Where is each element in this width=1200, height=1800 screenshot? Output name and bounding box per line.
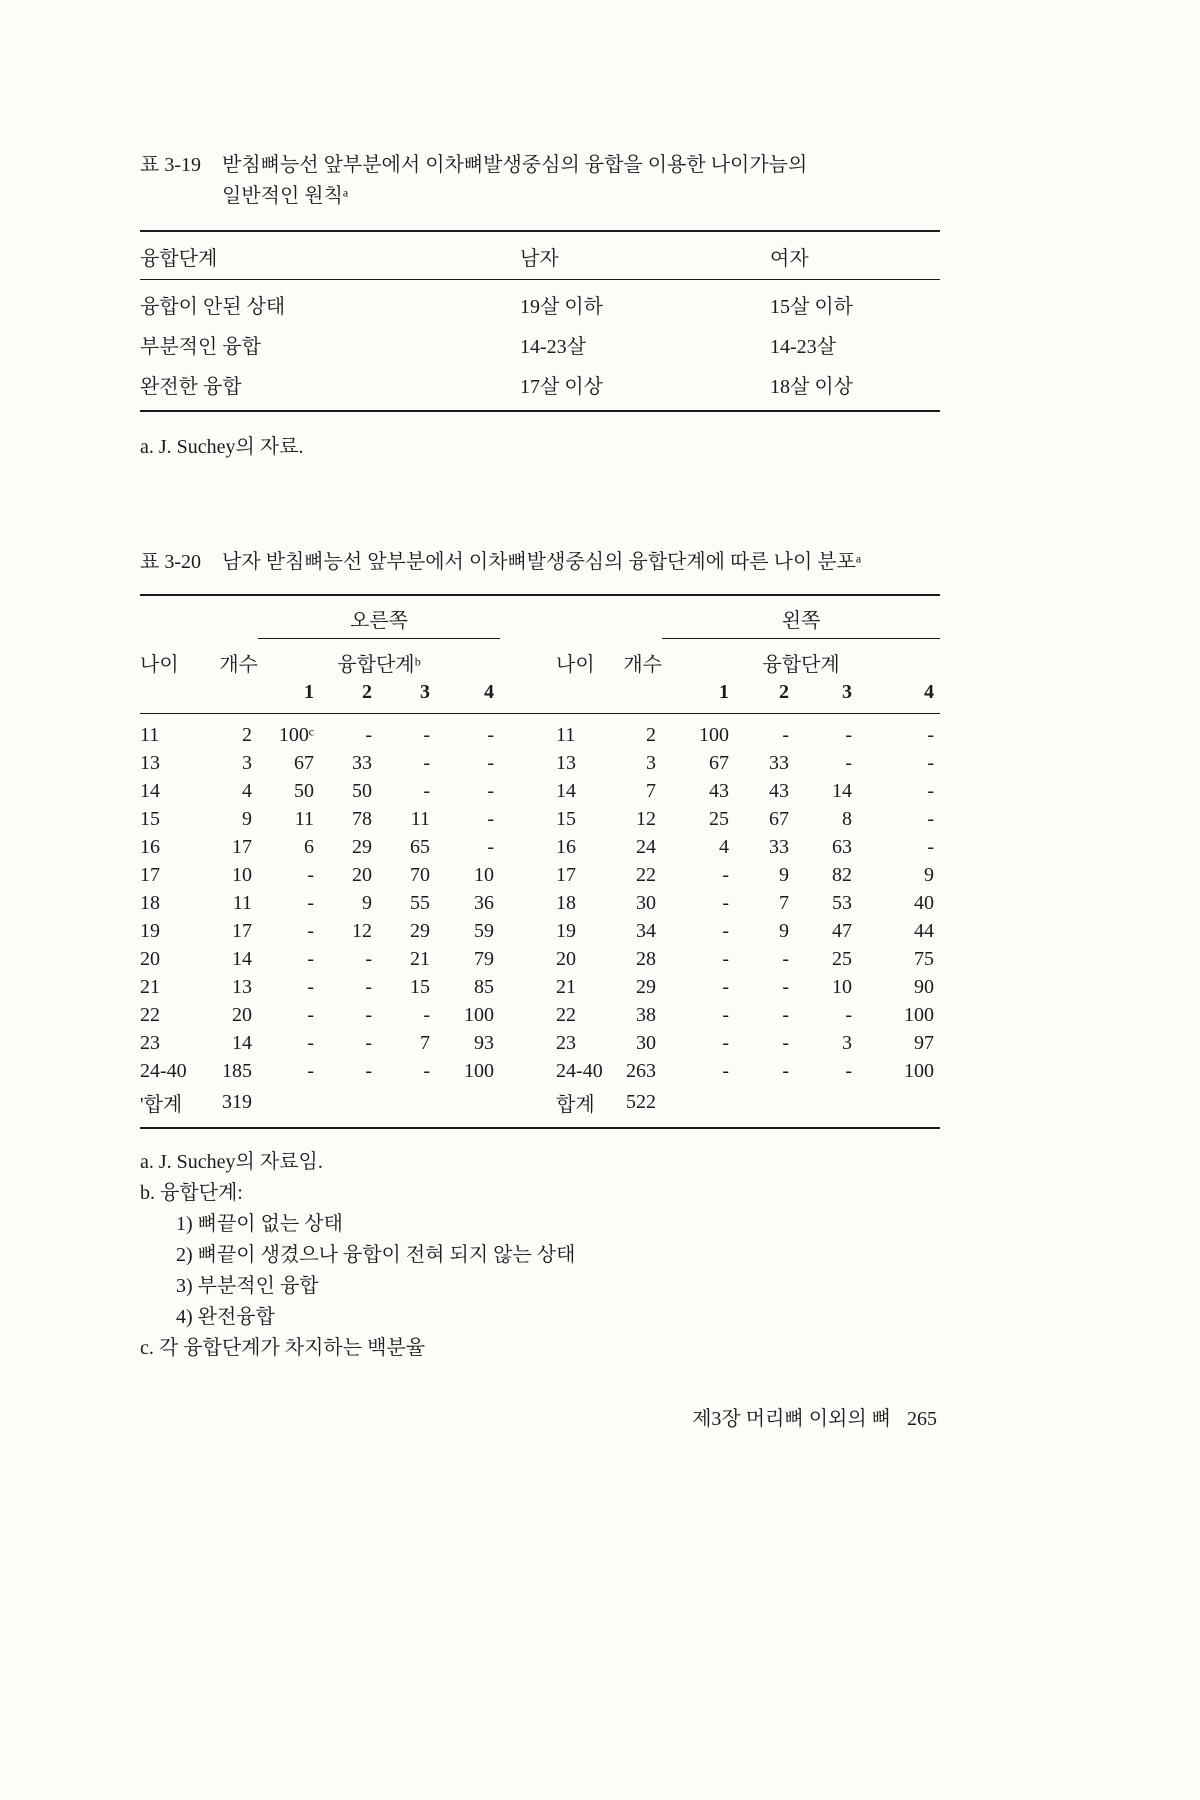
table-cell: -: [487, 752, 495, 774]
table-cell: -: [307, 1004, 314, 1026]
column-header-age-left: 나이: [556, 653, 595, 676]
table-cell: 50: [352, 780, 372, 802]
table-cell: 14: [232, 1032, 252, 1054]
table-row: [140, 778, 940, 806]
table-cell: -: [927, 724, 935, 746]
table-cell: 18: [140, 892, 160, 914]
table-cell: [662, 1086, 735, 1129]
table-cell: -: [365, 1004, 372, 1026]
table-cell: -: [423, 752, 430, 774]
table-cell: 16: [556, 836, 577, 858]
table-cell: 22: [140, 1004, 160, 1026]
table-row: [140, 1002, 940, 1030]
table-cell: -: [927, 808, 935, 830]
table-row: [140, 974, 940, 1002]
table-cell: -: [782, 948, 790, 970]
table-cell: -: [845, 752, 853, 774]
table-cell: 22: [556, 1004, 577, 1026]
table-cell: -: [365, 948, 372, 970]
footnote-b-item-4: 4) 완전융합: [176, 1306, 275, 1328]
table-cell: 9: [779, 920, 790, 942]
table-row: [140, 946, 940, 974]
table-cell: 43: [769, 780, 790, 802]
table-row: [140, 834, 940, 862]
table-cell: 9: [924, 864, 935, 886]
table-cell: 부분적인 융합: [140, 336, 261, 358]
table-cell: 36: [474, 892, 495, 914]
table-cell: -: [722, 864, 730, 886]
table-cell: 67: [294, 752, 314, 774]
table-cell: 17살 이상: [520, 376, 603, 398]
table-cell: 28: [636, 948, 657, 970]
age-estimation-principles-table: [140, 230, 940, 412]
table-cell: 24-40: [140, 1060, 187, 1082]
table-cell: 12: [352, 920, 372, 942]
table-cell: -: [487, 808, 495, 830]
table-cell: 38: [636, 1004, 657, 1026]
table-row: [140, 1058, 940, 1086]
footnote-c: c. 각 융합단계가 차지하는 백분율: [140, 1337, 426, 1359]
table-cell: 70: [410, 864, 430, 886]
table-cell: 522: [626, 1091, 657, 1113]
table-row: [140, 890, 940, 918]
table-cell: 319: [222, 1091, 252, 1113]
table-cell: 4: [719, 836, 730, 858]
table-cell: 7: [646, 780, 657, 802]
table-3-20-caption: [140, 547, 940, 578]
table-cell: 11: [556, 724, 576, 746]
table-cell: 93: [474, 1032, 495, 1054]
table-cell: [795, 1086, 858, 1129]
table-cell: 21: [556, 976, 577, 998]
table-cell: 47: [832, 920, 853, 942]
table-cell: -: [927, 780, 935, 802]
table-cell: -: [487, 780, 495, 802]
table-cell: 30: [636, 892, 657, 914]
table-cell: 10: [232, 864, 252, 886]
table-cell: 19: [140, 920, 160, 942]
table-cell: -: [782, 1004, 790, 1026]
spacer-cell: [140, 595, 258, 639]
table-3-20-caption-text: 남자 받침뼈능선 앞부분에서 이차뼈발생중심의 융합단계에 따른 나이 분포ᵃ: [222, 551, 862, 573]
table-cell: 100: [904, 1004, 935, 1026]
column-header-male: 남자: [520, 231, 770, 280]
table-cell: -: [845, 724, 853, 746]
stage-2-header-right: 2: [320, 679, 378, 714]
table-cell: [258, 1086, 320, 1129]
table-cell: 13: [232, 976, 252, 998]
table-cell: -: [845, 1060, 853, 1082]
table-cell: 75: [914, 948, 935, 970]
table-cell: 15: [410, 976, 430, 998]
table-cell: -: [487, 724, 495, 746]
table-cell: -: [423, 1004, 430, 1026]
spacer-cell: [210, 679, 258, 714]
table-row: [140, 750, 940, 778]
table-cell: 13: [556, 752, 577, 774]
caption-line-1: 받침뼈능선 앞부분에서 이차뼈발생중심의 융합을 이용한 나이가늠의: [222, 154, 808, 176]
table-cell: 33: [352, 752, 372, 774]
table-cell: 완전한 융합: [140, 376, 242, 398]
column-header-count-right: 개수: [219, 653, 258, 676]
table-cell: 263: [626, 1060, 657, 1082]
table-cell: 18살 이상: [770, 376, 853, 398]
page-number: 265: [907, 1408, 937, 1430]
table-cell: 11: [232, 892, 252, 914]
table-cell: -: [307, 920, 314, 942]
table-3-20-section: [140, 547, 940, 1364]
table-cell: 15: [556, 808, 577, 830]
footnote-b-item-3: 3) 부분적인 융합: [176, 1275, 319, 1297]
table-cell: 25: [832, 948, 853, 970]
table-cell: [320, 1086, 378, 1129]
table-3-20-footnotes: [140, 1147, 940, 1364]
table-cell: 17: [232, 836, 252, 858]
table-cell: 55: [410, 892, 430, 914]
table-cell: 3: [646, 752, 657, 774]
table-cell: 10: [474, 864, 495, 886]
stage-3-header-left: 3: [795, 679, 858, 714]
table-cell: 9: [242, 808, 252, 830]
stage-2-header-left: 2: [735, 679, 795, 714]
table-3-19-caption-text: [222, 150, 940, 212]
table-cell: 15살 이하: [770, 296, 853, 318]
table-cell: 4: [242, 780, 252, 802]
table-cell: 100ᶜ: [278, 724, 314, 746]
table-cell: 43: [709, 780, 730, 802]
table-cell: 185: [222, 1060, 252, 1082]
table-cell: 63: [832, 836, 853, 858]
page-footer: [692, 1402, 937, 1431]
table-cell: -: [782, 1032, 790, 1054]
table-cell: 50: [294, 780, 314, 802]
table-cell: 21: [410, 948, 430, 970]
table-cell: 20: [140, 948, 160, 970]
table-cell: -: [927, 836, 935, 858]
table-cell: 67: [709, 752, 730, 774]
table-cell: -: [927, 752, 935, 774]
table-cell: 22: [636, 864, 657, 886]
table-cell: 29: [636, 976, 657, 998]
sub-header-row: [140, 639, 940, 680]
page-content: [140, 150, 940, 1364]
table-cell: 12: [636, 808, 657, 830]
table-row: [140, 1086, 940, 1129]
stage-4-header-right: 4: [436, 679, 500, 714]
table-cell: 14: [140, 780, 160, 802]
stage-number-row: [140, 679, 940, 714]
footnote-b-item-2: 2) 뼈끝이 생겼으나 융합이 전혀 되지 않는 상태: [176, 1244, 576, 1266]
table-cell: 78: [352, 808, 372, 830]
table-cell: 2: [242, 724, 252, 746]
table-row: [140, 806, 940, 834]
table-cell: 25: [709, 808, 730, 830]
table-cell: -: [423, 780, 430, 802]
table-cell: -: [307, 864, 314, 886]
table-cell: 14: [232, 948, 252, 970]
table-cell: 19: [556, 920, 577, 942]
table-cell: 100: [699, 724, 730, 746]
table-cell: 33: [769, 836, 790, 858]
column-header-stage-left: 융합단계: [762, 654, 840, 676]
table-3-19-body: [140, 280, 940, 412]
table-cell: -: [722, 920, 730, 942]
table-cell: 합계: [556, 1094, 595, 1116]
table-cell: [378, 1086, 436, 1129]
column-header-stage: 융합단계: [140, 231, 520, 280]
caption-line-2: 일반적인 원칙ᵃ: [222, 185, 349, 207]
table-row: [140, 364, 940, 411]
table-cell: -: [722, 1060, 730, 1082]
table-cell: 100: [464, 1060, 495, 1082]
table-cell: 18: [556, 892, 577, 914]
table-cell: 100: [904, 1060, 935, 1082]
table-cell: 20: [556, 948, 577, 970]
table-cell: 33: [769, 752, 790, 774]
stage-4-header-left: 4: [858, 679, 940, 714]
table-cell: 17: [556, 864, 577, 886]
table-cell: -: [782, 976, 790, 998]
table-cell: -: [365, 724, 372, 746]
age-distribution-table: [140, 594, 940, 1129]
table-cell: 7: [420, 1032, 430, 1054]
table-row: [140, 324, 940, 364]
column-header-stage-right: 융합단계ᵇ: [337, 654, 421, 676]
table-row: [140, 1030, 940, 1058]
table-cell: -: [722, 892, 730, 914]
table-cell: 24-40: [556, 1060, 603, 1082]
table-cell: -: [307, 976, 314, 998]
table-cell: 20: [352, 864, 372, 886]
table-3-19-label: 표 3-19: [140, 154, 201, 176]
table-cell: 30: [636, 1032, 657, 1054]
table-cell: -: [782, 724, 790, 746]
table-cell: -: [423, 1060, 430, 1082]
table-cell: 7: [779, 892, 790, 914]
table-cell: -: [307, 892, 314, 914]
table-cell: 21: [140, 976, 160, 998]
table-cell: 90: [914, 976, 935, 998]
table-cell: 14: [556, 780, 577, 802]
table-cell: 19살 이하: [520, 296, 603, 318]
table-cell: 8: [842, 808, 853, 830]
spacer-cell: [610, 679, 662, 714]
table-cell: 67: [769, 808, 790, 830]
table-cell: 65: [410, 836, 430, 858]
table-row: [140, 714, 940, 750]
table-cell: 44: [914, 920, 935, 942]
table-cell: 14-23살: [770, 336, 836, 358]
table-cell: 9: [362, 892, 372, 914]
table-3-20-label: 표 3-20: [140, 551, 201, 573]
table-cell: 13: [140, 752, 160, 774]
table-cell: -: [722, 976, 730, 998]
table-cell: -: [307, 1032, 314, 1054]
table-cell: 40: [914, 892, 935, 914]
table-cell: 24: [636, 836, 657, 858]
table-cell: 2: [646, 724, 657, 746]
table-cell: 100: [464, 1004, 495, 1026]
spacer-cell: [140, 679, 210, 714]
column-header-age-right: 나이: [140, 653, 179, 676]
footnote-b-item-1: 1) 뼈끝이 없는 상태: [176, 1213, 343, 1235]
table-cell: 53: [832, 892, 853, 914]
table-cell: '합계: [140, 1094, 183, 1116]
stage-1-header-right: 1: [258, 679, 320, 714]
table-cell: 20: [232, 1004, 252, 1026]
table-cell: 3: [242, 752, 252, 774]
table-row: [140, 918, 940, 946]
table-header-row: [140, 231, 940, 280]
stage-1-header-left: 1: [662, 679, 735, 714]
left-side-group-header: 왼쪽: [662, 595, 940, 639]
group-header-row: [140, 595, 940, 639]
table-cell: [858, 1086, 940, 1129]
right-side-group-header: 오른쪽: [258, 595, 500, 639]
table-cell: -: [722, 948, 730, 970]
table-cell: -: [722, 1032, 730, 1054]
table-3-19-caption: [140, 150, 940, 212]
table-cell: 16: [140, 836, 160, 858]
table-row: [140, 280, 940, 325]
table-cell: -: [487, 836, 495, 858]
table-cell: -: [365, 976, 372, 998]
spacer-cell: [500, 679, 610, 714]
table-cell: -: [845, 1004, 853, 1026]
table-cell: 23: [140, 1032, 160, 1054]
table-3-19-footnote: a. J. Suchey의 자료.: [140, 436, 304, 458]
table-cell: 59: [474, 920, 495, 942]
table-cell: -: [307, 1060, 314, 1082]
spacer-cell: [500, 595, 662, 639]
table-row: [140, 862, 940, 890]
table-cell: 6: [304, 836, 314, 858]
table-cell: 14: [832, 780, 853, 802]
table-cell: [436, 1086, 500, 1129]
table-cell: 29: [352, 836, 372, 858]
table-cell: 9: [779, 864, 790, 886]
table-cell: -: [782, 1060, 790, 1082]
table-cell: 3: [842, 1032, 853, 1054]
table-cell: 34: [636, 920, 657, 942]
table-cell: 융합이 안된 상태: [140, 296, 286, 318]
table-cell: 11: [140, 724, 160, 746]
column-header-count-left: 개수: [623, 653, 663, 676]
table-cell: [735, 1086, 795, 1129]
table-cell: 97: [914, 1032, 935, 1054]
table-cell: 11: [410, 808, 430, 830]
table-cell: 17: [140, 864, 160, 886]
table-cell: 23: [556, 1032, 577, 1054]
table-cell: 15: [140, 808, 160, 830]
table-cell: -: [307, 948, 314, 970]
table-cell: 11: [294, 808, 314, 830]
footnote-a: a. J. Suchey의 자료임.: [140, 1151, 323, 1173]
table-cell: 29: [410, 920, 430, 942]
table-cell: -: [365, 1032, 372, 1054]
table-cell: 10: [832, 976, 853, 998]
footnote-b-head: b. 융합단계:: [140, 1182, 243, 1204]
table-3-19-section: [140, 150, 940, 459]
column-header-female: 여자: [770, 231, 940, 280]
table-cell: -: [365, 1060, 372, 1082]
table-cell: 85: [474, 976, 495, 998]
table-cell: -: [722, 1004, 730, 1026]
chapter-title: 제3장 머리뼈 이외의 뼈: [692, 1408, 891, 1430]
table-cell: 79: [474, 948, 495, 970]
table-cell: 82: [832, 864, 853, 886]
table-cell: 14-23살: [520, 336, 586, 358]
table-cell: 17: [232, 920, 252, 942]
table-3-20-body: [140, 714, 940, 1129]
table-cell: -: [423, 724, 430, 746]
stage-3-header-right: 3: [378, 679, 436, 714]
